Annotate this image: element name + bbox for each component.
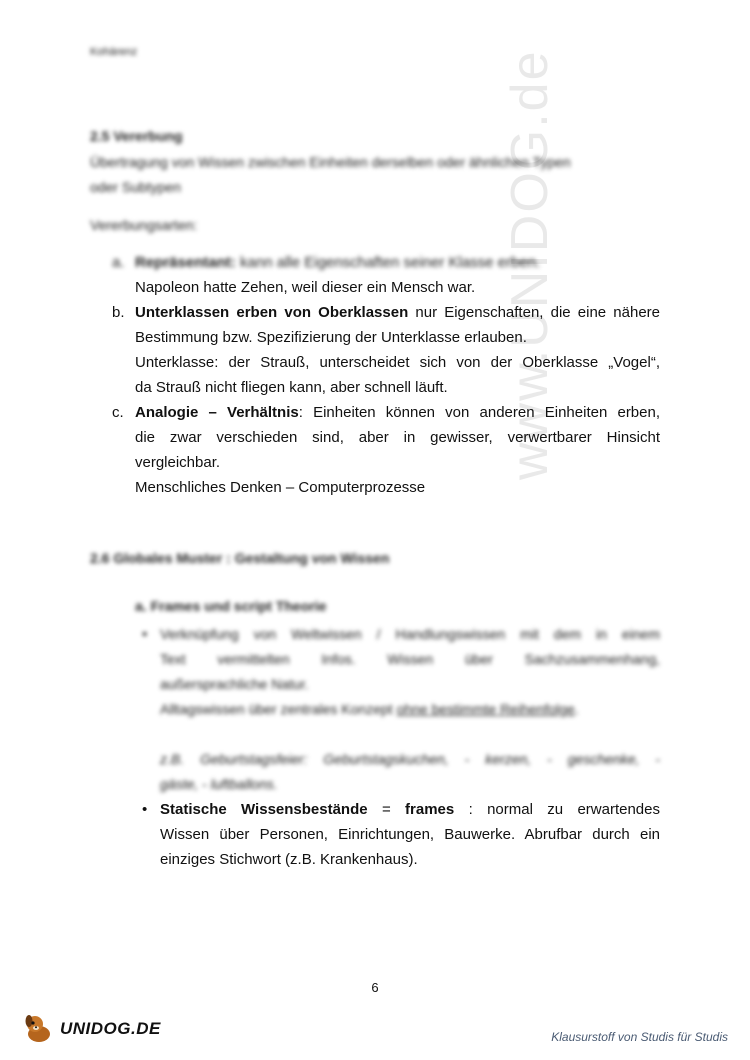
section-intro-line-2: oder Subtypen <box>90 179 182 195</box>
item-c-line-1 <box>135 400 660 425</box>
bullet-1-example-line-1: z.B. Geburtstagsfeier: Geburtstagskuchen, - kerzen, - geschenke, - <box>160 751 660 767</box>
item-b-line-1 <box>135 300 660 325</box>
page-number: 6 <box>371 980 379 995</box>
bullet-2-line-3: einziges Stichwort (z.B. Krankenhaus). <box>160 851 418 868</box>
bullet-2-definition: : normal zu erwartendes <box>454 801 660 818</box>
item-c-line-2: die zwar verschieden sind, aber in gewisser, verwertbarer Hinsicht <box>135 429 660 446</box>
footer-note: Klausurstoff von Studis für Studis <box>551 1030 728 1044</box>
bullet-2-line-1 <box>160 797 660 822</box>
item-b-line-2: Bestimmung bzw. Spezifizierung der Unterklasse erlauben. <box>135 329 527 346</box>
item-c-marker: c. <box>112 404 124 421</box>
item-a-definition: kann alle Eigenschaften seiner Klasse erben. <box>235 254 541 271</box>
bullet-1-line-3: außersprachliche Natur. <box>160 676 309 692</box>
item-c-line-3: vergleichbar. <box>135 454 221 471</box>
section-heading-2-5: 2.5 Vererbung <box>90 128 183 144</box>
bullet-1-example-line-2: gäste, - luftballons. <box>160 776 278 792</box>
item-b-marker: b. <box>112 304 125 321</box>
watermark: www.UNIDOG.de <box>501 49 559 480</box>
item-c-line-4: Menschliches Denken – Computerprozesse <box>135 479 426 496</box>
page-header: Kohärenz <box>90 46 138 58</box>
inheritance-kinds-label: Vererbungsarten: <box>90 217 198 233</box>
item-c-definition: : Einheiten können von anderen Einheiten erben, <box>298 404 661 421</box>
item-b-line-3: Unterklasse: der Strauß, unterscheidet sich von der Oberklasse „Vogel“, <box>135 354 660 371</box>
bullet-1-icon: • <box>142 626 148 643</box>
section-heading-2-6: 2.6 Globales Muster : Gestaltung von Wissen <box>90 550 390 566</box>
bullet-2-term-frames: frames <box>405 801 455 818</box>
bullet-2-icon: • <box>142 801 148 818</box>
item-b-term: Unterklassen erben von Oberklassen <box>135 304 409 321</box>
bullet-1-line-4-end: . <box>574 701 579 717</box>
bullet-1-underlined-text: ohne bestimmte Reihenfolge <box>396 701 575 717</box>
item-a-example: Napoleon hatte Zehen, weil dieser ein Mensch war. <box>135 279 476 296</box>
bullet-2-term: Statische Wissensbestände <box>160 801 368 818</box>
bullet-2-equals: = <box>367 801 406 818</box>
bullet-1-line-2: Text vermittelten Infos. Wissen über Sachzusammenhang, <box>160 651 660 667</box>
item-a-line-1 <box>135 250 660 275</box>
section-intro-line-1: Übertragung von Wissen zwischen Einheiten derselben oder ähnlichen Typen <box>90 154 571 170</box>
item-c-term: Analogie – Verhältnis <box>135 404 299 421</box>
bullet-1-line-4 <box>160 697 579 722</box>
logo-text: UNIDOG.DE <box>60 1019 161 1038</box>
bullet-2-line-2: Wissen über Personen, Einrichtungen, Bauwerke. Abrufbar durch ein <box>160 826 660 843</box>
item-b-definition: nur Eigenschaften, die eine nähere <box>408 304 660 321</box>
bullet-1-line-1: Verknüpfung von Weltwissen / Handlungswissen mit dem in einem <box>160 626 660 642</box>
item-a-marker: a. <box>112 254 125 271</box>
item-b-line-4: da Strauß nicht fliegen kann, aber schnell läuft. <box>135 379 448 396</box>
dog-icon <box>22 1014 56 1044</box>
bullet-1-line-4-text: Alltagswissen über zentrales Konzept <box>160 701 397 717</box>
frames-sub-heading: a. Frames und script Theorie <box>135 598 327 614</box>
footer-logo <box>22 1014 161 1044</box>
item-a-term: Repräsentant: <box>135 254 236 271</box>
